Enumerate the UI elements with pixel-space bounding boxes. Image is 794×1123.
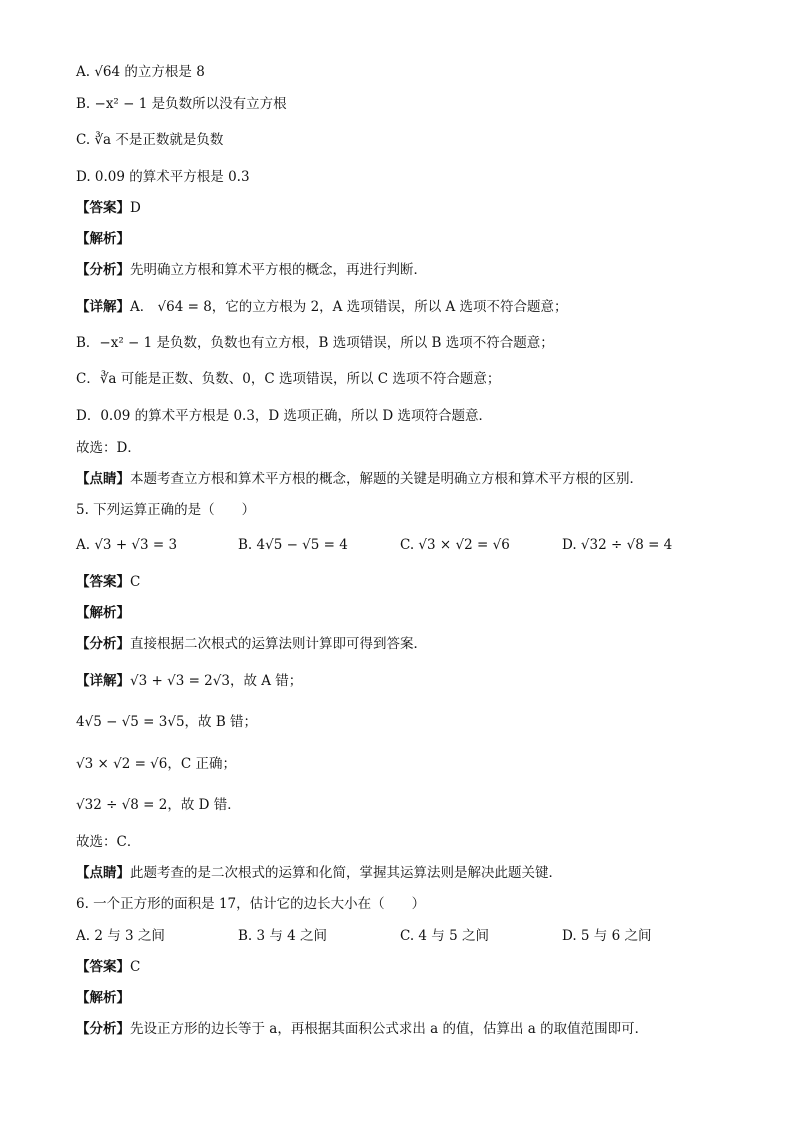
- q5-option-b: B. 4√5 − √5 = 4: [238, 537, 348, 553]
- q5-answer: [76, 572, 140, 592]
- q5-detail-b: 4√5 − √5 = 3√5，故 B 错；: [76, 714, 258, 730]
- comment-text: 本题考查立方根和算术平方根的概念，解题的关键是明确立方根和算术平方根的区别．: [130, 471, 643, 487]
- answer-tag: 【答案】: [76, 574, 130, 590]
- answer-value: D: [130, 200, 141, 216]
- q4-analysis-heading: [76, 229, 130, 249]
- fenxi-tag: 【分析】: [76, 1021, 130, 1037]
- fenxi-tag: 【分析】: [76, 262, 130, 278]
- q5-option-c: C. √3 × √2 = √6: [400, 537, 510, 553]
- q4-answer: [76, 198, 141, 218]
- answer-value: C: [130, 959, 141, 975]
- q5-comment: [76, 863, 562, 883]
- q4-detail-c: C．∛a 可能是正数、负数、0，C 选项错误，所以 C 选项不符合题意；: [76, 371, 501, 387]
- fenxi-tag: 【分析】: [76, 636, 130, 652]
- q5-detail-d: √32 ÷ √8 = 2，故 D 错．: [76, 797, 241, 813]
- detail-tag: 【详解】: [76, 299, 130, 315]
- comment-tag: 【点睛】: [76, 865, 130, 881]
- analysis-tag: 【解析】: [76, 990, 130, 1006]
- comment-tag: 【点睛】: [76, 471, 130, 487]
- detail-text: A． √64 = 8，它的立方根为 2，A 选项错误，所以 A 选项不符合题意；: [130, 299, 568, 315]
- q4-choose: 故选：D．: [76, 440, 141, 456]
- q5-fenxi: [76, 634, 427, 654]
- q6-analysis-heading: [76, 988, 130, 1008]
- q5-stem: 5. 下列运算正确的是（ ）: [76, 502, 256, 518]
- q5-detail-c: √3 × √2 = √6，C 正确；: [76, 756, 236, 772]
- q4-option-d: D. 0.09 的算术平方根是 0.3: [76, 169, 250, 185]
- q5-analysis-heading: [76, 603, 130, 623]
- q6-option-c: C. 4 与 5 之间: [400, 928, 489, 944]
- answer-tag: 【答案】: [76, 200, 130, 216]
- fenxi-text: 直接根据二次根式的运算法则计算即可得到答案．: [130, 636, 427, 652]
- q5-option-a: A. √3 + √3 = 3: [76, 537, 178, 553]
- q4-comment: [76, 469, 643, 489]
- q5-choose: 故选：C．: [76, 834, 141, 850]
- q4-option-b: B. −x² − 1 是负数所以没有立方根: [76, 96, 287, 112]
- q6-fenxi: [76, 1019, 648, 1039]
- comment-text: 此题考查的是二次根式的运算和化简，掌握其运算法则是解决此题关键．: [130, 865, 562, 881]
- analysis-tag: 【解析】: [76, 231, 130, 247]
- fenxi-text: 先明确立方根和算术平方根的概念，再进行判断．: [130, 262, 427, 278]
- detail-text: √3 + √3 = 2√3，故 A 错；: [130, 673, 303, 689]
- detail-tag: 【详解】: [76, 673, 130, 689]
- answer-tag: 【答案】: [76, 959, 130, 975]
- q6-answer: [76, 957, 140, 977]
- q5-option-d: D. √32 ÷ √8 = 4: [562, 537, 673, 553]
- q6-stem: 6. 一个正方形的面积是 17，估计它的边长大小在（ ）: [76, 896, 426, 912]
- q6-option-d: D. 5 与 6 之间: [562, 928, 652, 944]
- q4-detail-a: [76, 297, 568, 317]
- q4-option-c: C. ∛a 不是正数就是负数: [76, 132, 224, 148]
- q4-fenxi: [76, 260, 427, 280]
- analysis-tag: 【解析】: [76, 605, 130, 621]
- q4-detail-d: D．0.09 的算术平方根是 0.3，D 选项正确，所以 D 选项符合题意．: [76, 408, 492, 424]
- q4-detail-b: B．−x² − 1 是负数，负数也有立方根，B 选项错误，所以 B 选项不符合题意；: [76, 335, 554, 351]
- q6-option-b: B. 3 与 4 之间: [238, 928, 328, 944]
- q5-detail-a: [76, 671, 302, 691]
- q4-option-a: A. √64 的立方根是 8: [76, 64, 205, 80]
- q6-option-a: A. 2 与 3 之间: [76, 928, 165, 944]
- answer-value: C: [130, 574, 141, 590]
- fenxi-text: 先设正方形的边长等于 a，再根据其面积公式求出 a 的值，估算出 a 的取值范围即可．: [130, 1021, 649, 1037]
